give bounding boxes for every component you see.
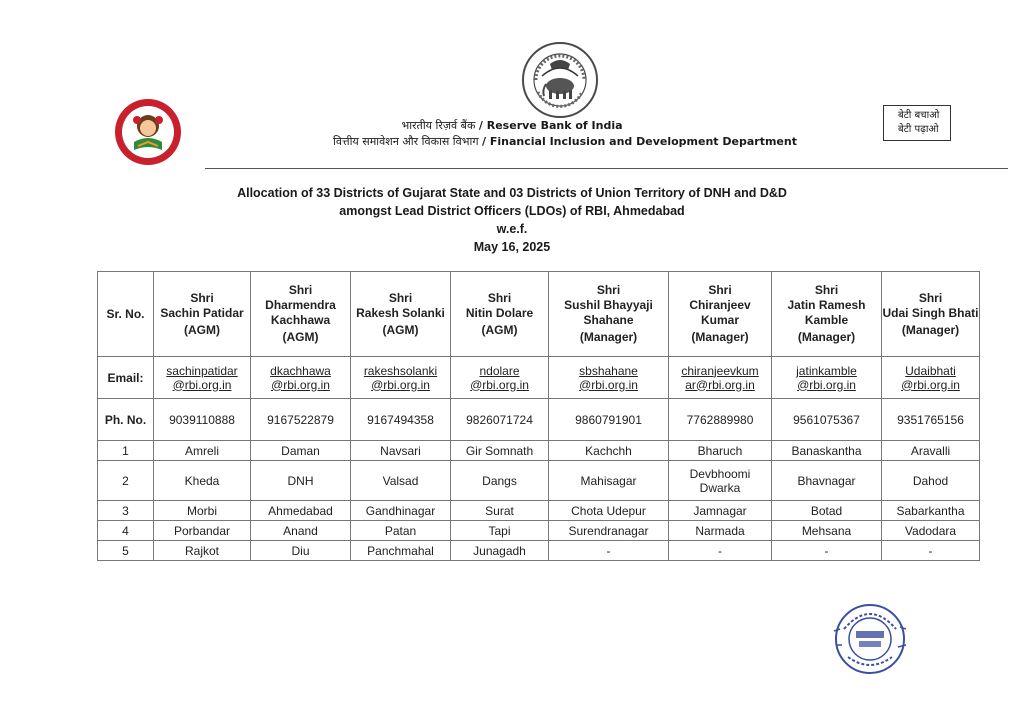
district-cell: Gir Somnath [451, 441, 549, 461]
officer-header-cell [451, 272, 549, 357]
officer-header-cell [549, 272, 669, 357]
officer-designation: (AGM) [282, 330, 319, 344]
district-cell: Mahisagar [549, 461, 669, 501]
district-cell: Rajkot [154, 541, 251, 561]
district-cell: Diu [251, 541, 351, 561]
rbi-emblem-icon [520, 40, 600, 120]
box-line-2: बेटी पढ़ाओ [898, 124, 939, 135]
bank-name-header [0, 118, 1024, 133]
officer-prefix: Shri [288, 283, 313, 297]
district-cell: Surat [451, 501, 549, 521]
email-part-2[interactable]: ar@rbi.org.in [685, 377, 755, 392]
officer-name: Udai Singh Bhati [882, 305, 979, 320]
officer-phone: 9351765156 [882, 399, 980, 441]
district-row [98, 461, 980, 501]
district-cell: Tapi [451, 521, 549, 541]
email-part-2[interactable]: @rbi.org.in [371, 377, 430, 392]
title-line-3: w.e.f. [496, 222, 528, 236]
sr-no-header: Sr. No. [98, 272, 154, 357]
officer-header-cell [772, 272, 882, 357]
officer-designation: (Manager) [579, 330, 638, 344]
district-row [98, 441, 980, 461]
district-cell: Gandhinagar [351, 501, 451, 521]
officer-email-link[interactable] [669, 357, 772, 399]
officer-email-link[interactable] [882, 357, 980, 399]
district-row [98, 521, 980, 541]
district-cell: Navsari [351, 441, 451, 461]
district-cell: Narmada [669, 521, 772, 541]
officer-header-cell [351, 272, 451, 357]
officer-prefix: Shri [918, 290, 943, 305]
email-part-1[interactable]: dkachhawa [270, 363, 331, 378]
officer-header-cell [154, 272, 251, 357]
district-cell: Dangs [451, 461, 549, 501]
district-cell: Mehsana [772, 521, 882, 541]
fidd-seal-stamp-icon [826, 601, 914, 677]
sr-no-cell: 5 [98, 541, 154, 561]
sr-no-cell: 1 [98, 441, 154, 461]
district-cell: Kheda [154, 461, 251, 501]
officer-prefix: Shri [487, 290, 512, 305]
officer-designation: (AGM) [481, 322, 518, 337]
officer-name: Rakesh Solanki [356, 305, 445, 320]
department-hindi: वित्तीय समावेशन और विकास विभाग [333, 135, 479, 148]
officer-designation: (Manager) [901, 322, 960, 337]
email-part-2[interactable]: @rbi.org.in [901, 377, 960, 392]
district-cell: Anand [251, 521, 351, 541]
district-cell: - [882, 541, 980, 561]
email-part-1[interactable]: chiranjeevkum [681, 363, 759, 378]
district-row [98, 541, 980, 561]
officer-prefix: Shri [190, 290, 214, 305]
title-line-2: amongst Lead District Officers (LDOs) of RBI, Ahmedabad [339, 204, 685, 218]
officer-header-cell [251, 272, 351, 357]
phone-row [98, 399, 980, 441]
district-cell: Amreli [154, 441, 251, 461]
sr-no-cell: 3 [98, 501, 154, 521]
email-row [98, 357, 980, 399]
officer-phone: 9860791901 [549, 399, 669, 441]
email-part-2[interactable]: @rbi.org.in [579, 377, 638, 392]
email-label: Email: [98, 357, 154, 399]
district-cell: Sabarkantha [882, 501, 980, 521]
district-cell: Bharuch [669, 441, 772, 461]
district-cell: Panchmahal [351, 541, 451, 561]
district-cell: - [772, 541, 882, 561]
district-cell: Ahmedabad [251, 501, 351, 521]
email-part-1[interactable]: sachinpatidar [166, 363, 238, 378]
officer-phone: 9167522879 [251, 399, 351, 441]
officer-email-link[interactable] [351, 357, 451, 399]
officer-phone: 9826071724 [451, 399, 549, 441]
officer-designation: (Manager) [691, 330, 749, 344]
department-header [333, 134, 797, 149]
officer-prefix: Shri [708, 283, 732, 297]
officer-phone: 9561075367 [772, 399, 882, 441]
officer-name: Sachin Patidar [160, 305, 244, 320]
phone-label: Ph. No. [98, 399, 154, 441]
email-part-1[interactable]: ndolare [479, 363, 520, 378]
officer-header-cell [669, 272, 772, 357]
title-line-1: Allocation of 33 Districts of Gujarat State and 03 Districts of Union Territory of DNH and D&D [237, 186, 787, 200]
allocation-table [97, 271, 980, 561]
officer-prefix: Shri [596, 283, 621, 297]
sr-no-cell: 4 [98, 521, 154, 541]
title-date: May 16, 2025 [473, 240, 551, 254]
sr-no-cell: 2 [98, 461, 154, 501]
officer-prefix: Shri [814, 283, 839, 297]
officer-email-link[interactable] [549, 357, 669, 399]
officer-email-link[interactable] [251, 357, 351, 399]
district-cell: Porbandar [154, 521, 251, 541]
district-cell: Kachchh [549, 441, 669, 461]
officer-name: Jatin Ramesh Kamble [787, 298, 866, 327]
officer-email-link[interactable] [451, 357, 549, 399]
district-cell: Jamnagar [669, 501, 772, 521]
district-cell: Botad [772, 501, 882, 521]
district-cell: Surendranagar [549, 521, 669, 541]
bank-name-english: / Reserve Bank of India [478, 119, 623, 132]
district-cell: Chota Udepur [549, 501, 669, 521]
email-part-2[interactable]: @rbi.org.in [271, 377, 330, 392]
district-cell: Dahod [882, 461, 980, 501]
officer-designation: (Manager) [797, 330, 856, 344]
district-cell: - [669, 541, 772, 561]
officer-designation: (AGM) [382, 322, 419, 337]
email-part-1[interactable]: jatinkamble [796, 363, 857, 378]
district-row [98, 501, 980, 521]
district-cell: Junagadh [451, 541, 549, 561]
email-part-2[interactable]: @rbi.org.in [172, 377, 232, 392]
district-cell: Valsad [351, 461, 451, 501]
email-part-2[interactable]: @rbi.org.in [470, 377, 529, 392]
officer-phone: 9039110888 [154, 399, 251, 441]
officer-designation: (AGM) [184, 322, 220, 337]
officer-phone: 9167494358 [351, 399, 451, 441]
email-part-2[interactable]: @rbi.org.in [797, 377, 856, 392]
email-part-1[interactable]: rakeshsolanki [363, 363, 438, 378]
district-cell: Bhavnagar [772, 461, 882, 501]
district-cell: Vadodara [882, 521, 980, 541]
box-line-1: बेटी बचाओ [898, 110, 940, 121]
officer-header-row [98, 272, 980, 357]
district-cell: Aravalli [882, 441, 980, 461]
officer-email-link[interactable] [772, 357, 882, 399]
bank-name-hindi: भारतीय रिज़र्व बैंक [401, 119, 476, 132]
district-cell: Morbi [154, 501, 251, 521]
officer-name: Dharmendra Kachhawa [265, 298, 336, 327]
officer-phone: 7762889980 [669, 399, 772, 441]
email-part-1[interactable]: sbshahane [579, 363, 638, 378]
officer-header-cell [882, 272, 980, 357]
district-cell: - [549, 541, 669, 561]
officer-name: Chiranjeev Kumar [689, 298, 751, 327]
district-cell: Devbhoomi Dwarka [669, 461, 772, 501]
department-english: / Financial Inclusion and Development Department [482, 135, 797, 148]
header-divider [205, 168, 1008, 169]
district-cell: DNH [251, 461, 351, 501]
district-cell: Patan [351, 521, 451, 541]
officer-prefix: Shri [388, 290, 413, 305]
email-part-1[interactable]: Udaibhati [905, 363, 956, 378]
officer-email-link[interactable] [154, 357, 251, 399]
district-cell: Daman [251, 441, 351, 461]
district-cell: Banaskantha [772, 441, 882, 461]
officer-name: Sushil Bhayyaji Shahane [564, 298, 653, 327]
officer-name: Nitin Dolare [465, 305, 534, 320]
